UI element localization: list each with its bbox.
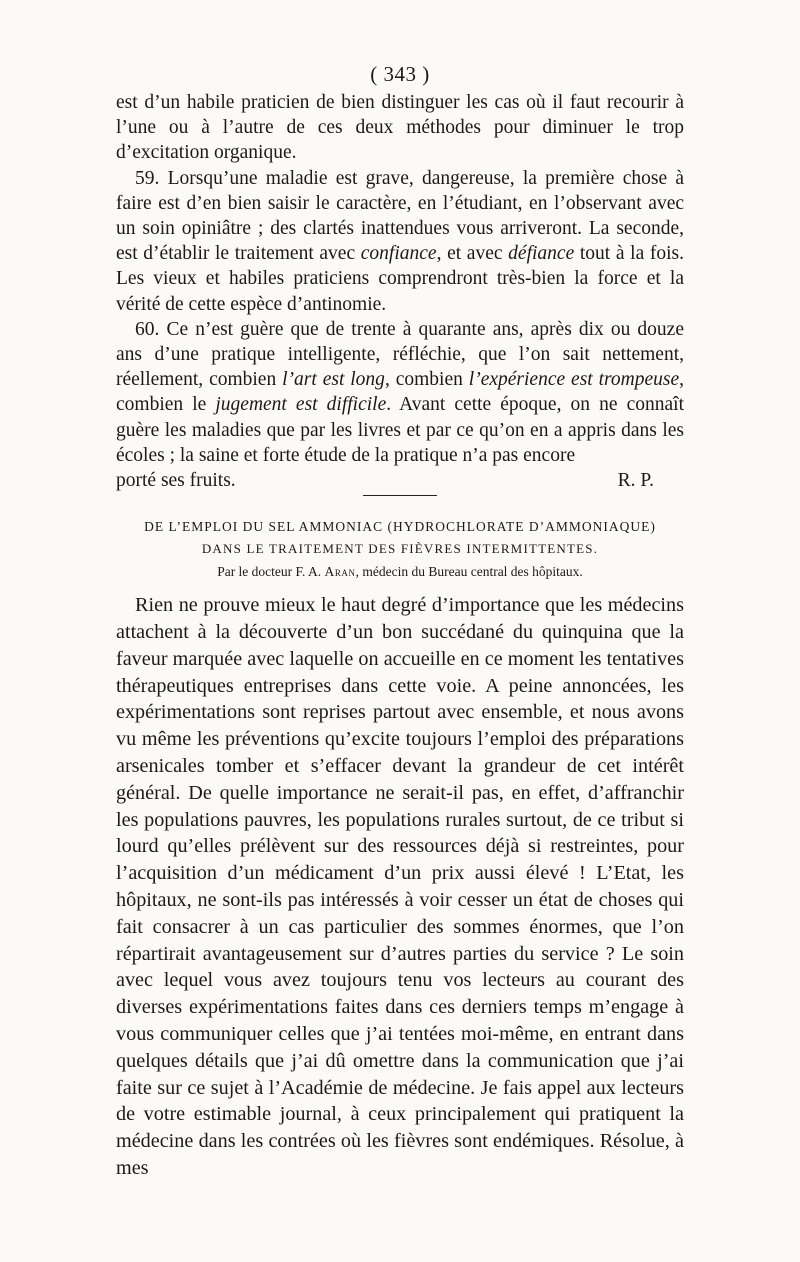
paragraph-59-italic-b: défiance	[508, 243, 575, 265]
paragraph-60-text-c: , combien le	[116, 369, 684, 416]
paragraph-59	[116, 166, 684, 317]
paragraph-59-text-a: Lorsqu’une maladie est grave, dangereuse, la première chose à faire est d’en bien saisir le caractère, en l’étudiant, en l’observant avec un soin opiniâtre ; des clartés inattendues vous arriveront. La seconde, est d’établir le traitement avec	[116, 167, 684, 265]
paragraph-60-italic-b: l’expérience est trompeuse	[468, 369, 680, 391]
paragraph-60-italic-a: l’art est long	[282, 369, 385, 391]
paragraph-59-italic-a: confiance	[360, 243, 437, 265]
paragraph-59-text-c: tout à la fois. Les vieux et habiles praticiens comprendront très-bien la force et la vérité de cette espèce d’antinomie.	[116, 243, 684, 315]
paragraph-59-number: 59.	[135, 167, 160, 189]
paragraph-60-last-line: porté ses fruits.	[116, 470, 236, 492]
page-number: ( 343 )	[370, 62, 430, 86]
article-title-line-2: DANS LE TRAITEMENT DES FIÈVRES INTERMITTENTES.	[201, 541, 599, 557]
intro-paragraph: est d’un habile praticien de bien distinguer les cas où il faut recourir à l’une ou à l’autre de ces deux méthodes pour diminuer le trop d’excitation organique.	[116, 92, 684, 164]
paragraph-60-number: 60.	[135, 318, 160, 340]
byline-prefix: Par le docteur F. A.	[217, 564, 325, 580]
paragraph-60-italic-c: jugement est difficile	[215, 394, 387, 416]
byline-suffix: , médecin du Bureau central des hôpitaux.	[355, 564, 583, 580]
paragraph-60-text-d: . Avant cette époque, on ne connaît guère les maladies que par les livres et par ce qu’on en a appris dans les écoles ; la saine et forte étude de la pratique n’a pas encore	[116, 394, 684, 466]
article-title-line-1: DE L’EMPLOI DU SEL AMMONIAC (HYDROCHLORATE D’AMMONIAQUE)	[144, 519, 656, 535]
page	[116, 58, 684, 1182]
article-byline	[116, 560, 684, 584]
paragraph-60-text-a: Ce n’est guère que de trente à quarante ans, après dix ou douze ans d’une pratique intelligente, réfléchie, que l’on sait nettement, réellement, combien	[116, 318, 684, 391]
section-divider	[363, 495, 437, 496]
paragraph-60-text-b: , combien	[384, 369, 469, 391]
byline-author: Aran	[324, 564, 356, 580]
paragraph-60-closing	[116, 468, 684, 493]
article-body: Rien ne prouve mieux le haut degré d’importance que les médecins attachent à la découverte d’un bon succédané du quinquina que la faveur marquée avec laquelle on accueille en ce moment les tentatives thérapeutiques entreprises dans cette voie. A peine annoncées, les expérimentations sont reprises partout avec ensemble, et nous avons vu même les préventions qu’excite toujours l’emploi des préparations arsenicales tomber et s’effacer devant la grandeur de cet intérêt général. De quelle importance ne serait-il pas, en effet, d’affranchir les populations pauvres, les populations rurales surtout, de ce tribut si lourd qu’elles prélèvent sur des ressources déjà si restreintes, pour l’acquisition d’un médicament d’un prix aussi élevé ! L’Etat, les hôpitaux, ne sont-ils pas intéressés à voir cesser un état de choses qui fait consacrer à un cas particulier des sommes énormes, que l’on répartirait avantageusement sur d’autres parties du service ? Le soin avec lequel vous avez toujours tenu vos lecteurs au courant des diverses expérimentations faites dans ces derniers temps m’engage à vous communiquer celles que j’ai tentées moi-même, en entrant dans quelques détails que j’ai dû omettre dans la communication que j’ai faite sur ce sujet à l’Académie de médecine. Je fais appel aux lecteurs de votre estimable journal, à ceux principalement qui pratiquent la médecine dans les contrées où les fièvres sont endémiques. Résolue, à mes	[116, 594, 684, 1179]
signature: R. P.	[617, 470, 654, 492]
paragraph-59-text-b: , et avec	[436, 243, 509, 265]
paragraph-60	[116, 317, 684, 468]
